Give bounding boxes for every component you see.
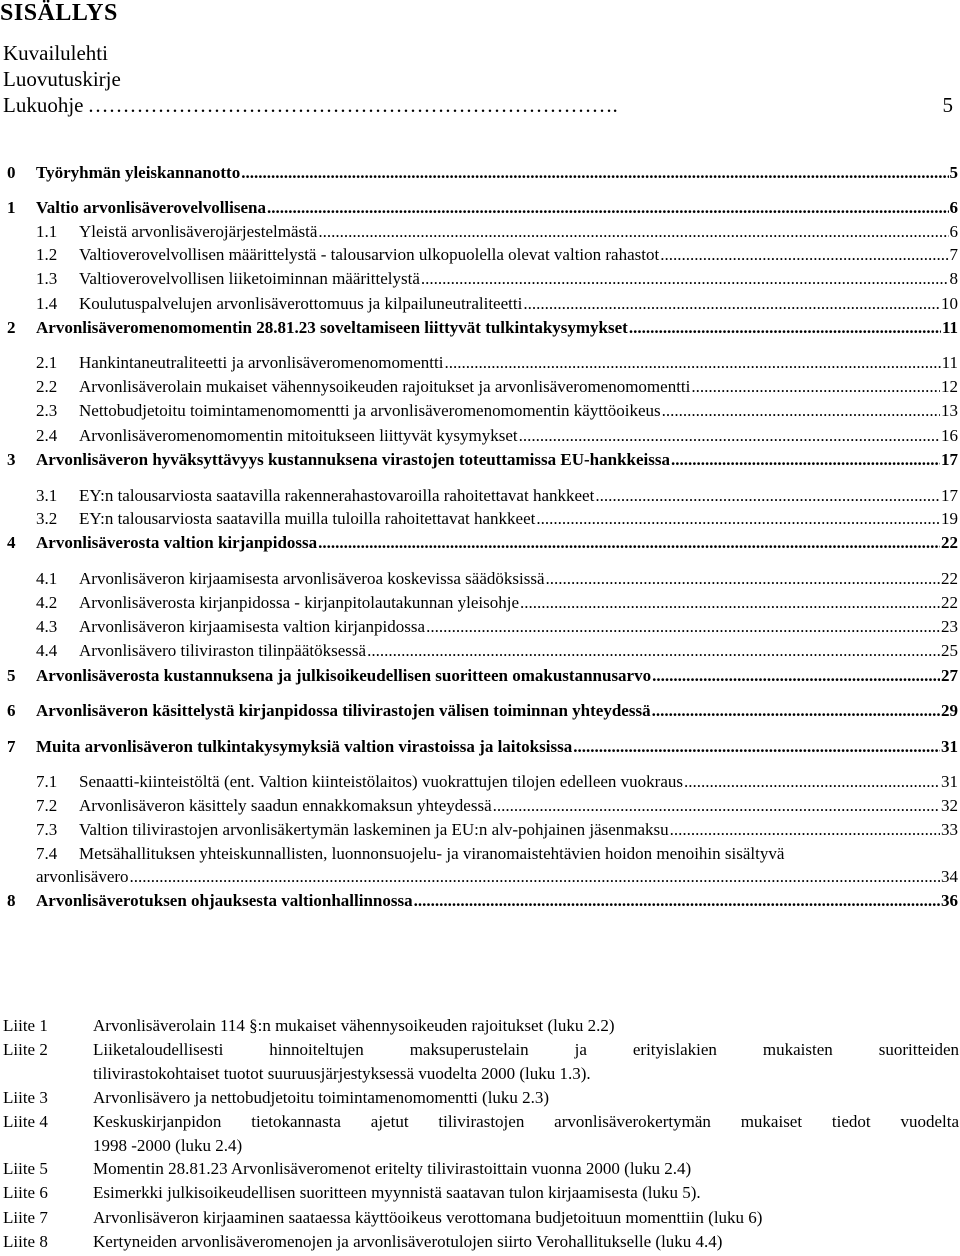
toc-entry-4-3[interactable] bbox=[0, 617, 958, 637]
page-number: 23 bbox=[941, 617, 958, 636]
annex-key: Liite 6 bbox=[3, 1183, 48, 1202]
page-number: 12 bbox=[941, 377, 958, 396]
leader-dots bbox=[684, 772, 940, 792]
page-number: 29 bbox=[941, 701, 958, 720]
toc-number: 7.1 bbox=[36, 772, 58, 791]
toc-number: 1.4 bbox=[36, 294, 58, 313]
toc-entry-1-2[interactable] bbox=[0, 245, 958, 265]
annex-description: tilivirastokohtaiset tuotot suuruusjärjestyksessä vuodelta 2000 (luku 1.3). bbox=[93, 1064, 591, 1083]
toc-number: 2.1 bbox=[36, 353, 58, 372]
annex-item[interactable] bbox=[3, 1038, 959, 1086]
toc-number: 1.2 bbox=[36, 245, 58, 264]
toc-label: Arvonlisäverosta kustannuksena ja julkisoikeudellisen suoritteen omakustannusarvo bbox=[36, 666, 652, 685]
page-number: 13 bbox=[941, 401, 958, 420]
annex-key: Liite 5 bbox=[3, 1159, 48, 1178]
page-number: 7 bbox=[949, 245, 958, 264]
toc-entry-2-3[interactable] bbox=[0, 401, 958, 421]
leader-dots bbox=[652, 666, 940, 686]
toc-label: Hankintaneutraliteetti ja arvonlisäveromenomomentti bbox=[79, 353, 444, 372]
page-number: 11 bbox=[941, 353, 958, 372]
toc-label: Muita arvonlisäveron tulkintakysymyksiä valtion virastoissa ja laitoksissa bbox=[36, 737, 573, 756]
page-number: 6 bbox=[949, 222, 958, 241]
toc-entry-5[interactable] bbox=[0, 666, 958, 686]
page-number: 17 bbox=[941, 450, 958, 469]
toc-label: EY:n talousarviosta saatavilla rakennerahastovaroilla rahoitettavat hankkeet bbox=[79, 486, 595, 505]
leader-dots bbox=[523, 294, 940, 314]
leader-dots bbox=[520, 593, 940, 613]
toc-number: 3.2 bbox=[36, 509, 58, 528]
page-number: 17 bbox=[941, 486, 958, 505]
toc-entry-2-4[interactable] bbox=[0, 426, 958, 446]
annex-item[interactable] bbox=[3, 1157, 959, 1181]
page-number: 19 bbox=[941, 509, 958, 528]
toc-number: 6 bbox=[7, 701, 16, 720]
leader-dots bbox=[546, 569, 941, 589]
toc-entry-4-4[interactable] bbox=[0, 641, 958, 661]
leader-dots bbox=[493, 796, 940, 816]
toc-label: Valtio arvonlisäverovelvollisena bbox=[36, 198, 266, 217]
front-item-lukuohje[interactable] bbox=[3, 93, 953, 117]
leader-dots bbox=[421, 269, 949, 289]
leader-dots bbox=[662, 401, 940, 421]
toc-label: Arvonlisäveron kirjaamisesta arvonlisäveroa koskevissa säädöksissä bbox=[79, 569, 545, 588]
page-number: 6 bbox=[949, 198, 958, 217]
toc-number: 1.1 bbox=[36, 222, 58, 241]
leader-dots bbox=[629, 318, 941, 338]
annex-description: Arvonlisäverolain 114 §:n mukaiset vähennysoikeuden rajoitukset (luku 2.2) bbox=[93, 1016, 615, 1035]
toc-entry-7-2[interactable] bbox=[0, 796, 958, 816]
annex-item[interactable] bbox=[3, 1014, 959, 1038]
toc-entry-7-3[interactable] bbox=[0, 820, 958, 840]
annex-item[interactable] bbox=[3, 1110, 959, 1158]
toc-entry-3[interactable] bbox=[0, 450, 958, 470]
toc-entry-1[interactable] bbox=[0, 198, 958, 218]
toc-entry-1-3[interactable] bbox=[0, 269, 958, 289]
toc-entry-4[interactable] bbox=[0, 533, 958, 553]
leader-dots bbox=[267, 198, 949, 218]
toc-label: Arvonlisäveron hyväksyttävyys kustannuksena virastojen toteuttamissa EU-hankkeissa bbox=[36, 450, 670, 469]
toc-entry-2-1[interactable] bbox=[0, 353, 958, 373]
annex-item[interactable] bbox=[3, 1206, 959, 1230]
toc-label: Arvonlisäverosta kirjanpidossa - kirjanpitolautakunnan yleisohje bbox=[79, 593, 520, 612]
toc-label: Arvonlisäveron käsittelystä kirjanpidossa tilivirastojen välisen toiminnan yhteydessä bbox=[36, 701, 651, 720]
toc-number: 2.3 bbox=[36, 401, 58, 420]
toc-label: Työryhmän yleiskannanotto bbox=[36, 163, 241, 182]
page-number: 11 bbox=[941, 318, 958, 337]
page-number: 8 bbox=[949, 269, 958, 288]
annex-description: Kertyneiden arvonlisäveromenojen ja arvonlisäverotulojen siirto Verohallitukselle (luku 4.4) bbox=[93, 1232, 723, 1251]
toc-label: Koulutuspalvelujen arvonlisäverottomuus ja kilpailuneutraliteetti bbox=[79, 294, 523, 313]
annex-key: Liite 3 bbox=[3, 1088, 48, 1107]
page-number: 25 bbox=[941, 641, 958, 660]
page-number: 5 bbox=[942, 93, 953, 117]
page-title: SISÄLLYS bbox=[0, 0, 118, 26]
annex-description: Esimerkki julkisoikeudellisen suoritteen myynnistä saatavan tulon kirjaamisesta (luku 5). bbox=[93, 1183, 701, 1202]
front-item-luovutuskirje[interactable]: Luovutuskirje bbox=[3, 67, 121, 91]
leader-dots: …………………………………………………………………. bbox=[87, 93, 618, 117]
annex-description: Arvonlisäveron kirjaaminen saataessa käyttöoikeus verottomana budjetoituun momenttiin (luku 6) bbox=[93, 1208, 763, 1227]
page-number: 31 bbox=[941, 772, 958, 791]
toc-number: 1 bbox=[7, 198, 16, 217]
leader-dots bbox=[130, 867, 940, 887]
toc-entry-1-1[interactable] bbox=[0, 222, 958, 242]
toc-label: Valtion tilivirastojen arvonlisäkertymän laskeminen ja EU:n alv-pohjainen jäsenmaksu bbox=[79, 820, 669, 839]
toc-entry-3-2[interactable] bbox=[0, 509, 958, 529]
toc-entry-7-1[interactable] bbox=[0, 772, 958, 792]
page-number: 5 bbox=[949, 163, 958, 182]
leader-dots bbox=[660, 245, 948, 265]
page-number: 10 bbox=[941, 294, 958, 313]
page-number: 34 bbox=[941, 867, 958, 886]
leader-dots bbox=[414, 891, 940, 911]
toc-number: 7 bbox=[7, 737, 16, 756]
toc-label: Arvonlisäverosta valtion kirjanpidossa bbox=[36, 533, 318, 552]
leader-dots bbox=[426, 617, 940, 637]
page-number: 27 bbox=[941, 666, 958, 685]
leader-dots bbox=[318, 222, 948, 242]
leader-dots bbox=[671, 450, 940, 470]
annex-description: Arvonlisävero ja nettobudjetoitu toimintamenomomentti (luku 2.3) bbox=[93, 1088, 550, 1107]
leader-dots bbox=[519, 426, 940, 446]
toc-label: Arvonlisävero tiliviraston tilinpäätöksessä bbox=[79, 641, 367, 660]
annex-key: Liite 2 bbox=[3, 1040, 48, 1059]
toc-entry-7-4[interactable] bbox=[0, 844, 958, 888]
leader-dots bbox=[691, 377, 940, 397]
page-number: 33 bbox=[941, 820, 958, 839]
page-number: 31 bbox=[941, 737, 958, 756]
annex-description: Keskuskirjanpidon tietokannasta ajetut tilivirastojen arvonlisäverokertymän mukaiset tiedot vuodelta bbox=[93, 1112, 959, 1131]
toc-label: Arvonlisäveron käsittely saadun ennakkomaksun yhteydessä bbox=[79, 796, 492, 815]
annex-key: Liite 4 bbox=[3, 1112, 48, 1131]
toc-label: Arvonlisäveromenomomentin 28.81.23 soveltamiseen liittyvät tulkintakysymykset bbox=[36, 318, 628, 337]
toc-number: 2.2 bbox=[36, 377, 58, 396]
toc-entry-2-2[interactable] bbox=[0, 377, 958, 397]
toc-entry-7[interactable] bbox=[0, 737, 958, 757]
toc-entry-1-4[interactable] bbox=[0, 294, 958, 314]
toc-number: 4.3 bbox=[36, 617, 58, 636]
toc-entry-3-1[interactable] bbox=[0, 486, 958, 506]
page-number: 16 bbox=[941, 426, 958, 445]
annex-item[interactable] bbox=[3, 1181, 959, 1205]
toc-number: 4.1 bbox=[36, 569, 58, 588]
toc-number: 3 bbox=[7, 450, 16, 469]
front-item-kuvailulehti[interactable]: Kuvailulehti bbox=[3, 41, 108, 65]
toc-entry-2[interactable] bbox=[0, 318, 958, 338]
toc-number: 4.2 bbox=[36, 593, 58, 612]
leader-dots bbox=[241, 163, 948, 183]
leader-dots bbox=[536, 509, 940, 529]
toc-number: 1.3 bbox=[36, 269, 58, 288]
page-number: 22 bbox=[941, 569, 958, 588]
toc-label: EY:n talousarviosta saatavilla muilla tuloilla rahoitettavat hankkeet bbox=[79, 509, 536, 528]
toc-number: 2 bbox=[7, 318, 16, 337]
toc-number: 3.1 bbox=[36, 486, 58, 505]
leader-dots bbox=[573, 737, 940, 757]
toc-number: 4 bbox=[7, 533, 16, 552]
leader-dots bbox=[595, 486, 940, 506]
toc-label-continued: arvonlisävero bbox=[36, 867, 129, 886]
annex-description: Momentin 28.81.23 Arvonlisäveromenot eritelty tilivirastoittain vuonna 2000 (luku 2.4) bbox=[93, 1159, 692, 1178]
toc-number: 7.2 bbox=[36, 796, 58, 815]
toc-label: Arvonlisäveromenomomentin mitoitukseen liittyvät kysymykset bbox=[79, 426, 518, 445]
toc-number: 7.4 bbox=[36, 844, 58, 863]
toc-label: Metsähallituksen yhteiskunnallisten, luonnonsuojelu- ja viranomaistehtävien hoidon menoihin sisältyvä bbox=[79, 844, 785, 863]
toc-number: 5 bbox=[7, 666, 16, 685]
toc-label: Yleistä arvonlisäverojärjestelmästä bbox=[79, 222, 318, 241]
annex-item[interactable] bbox=[3, 1230, 959, 1254]
toc-label: Senaatti-kiinteistöltä (ent. Valtion kiinteistölaitos) vuokrattujen tilojen edelleen vuokraus bbox=[79, 772, 683, 791]
toc-label: Valtioverovelvollisen liiketoiminnan määrittelystä bbox=[79, 269, 420, 288]
annex-item[interactable] bbox=[3, 1086, 959, 1110]
annex-key: Liite 1 bbox=[3, 1016, 48, 1035]
leader-dots bbox=[367, 641, 940, 661]
toc-entry-8[interactable] bbox=[0, 891, 958, 911]
toc-number: 0 bbox=[7, 163, 16, 182]
annex-key: Liite 8 bbox=[3, 1232, 48, 1251]
toc-entry-6[interactable] bbox=[0, 701, 958, 721]
page-number: 36 bbox=[941, 891, 958, 910]
front-item-lukuohje-label: Lukuohje bbox=[3, 93, 84, 117]
leader-dots bbox=[652, 701, 940, 721]
annex-key: Liite 7 bbox=[3, 1208, 48, 1227]
annex-description: 1998 -2000 (luku 2.4) bbox=[93, 1136, 243, 1155]
toc-number: 8 bbox=[7, 891, 16, 910]
page-number: 22 bbox=[941, 593, 958, 612]
leader-dots bbox=[670, 820, 940, 840]
page-number: 32 bbox=[941, 796, 958, 815]
toc-entry-4-1[interactable] bbox=[0, 569, 958, 589]
toc-number: 4.4 bbox=[36, 641, 58, 660]
toc-label: Arvonlisäveron kirjaamisesta valtion kirjanpidossa bbox=[79, 617, 426, 636]
toc-label: Arvonlisäverotuksen ohjauksesta valtionhallinnossa bbox=[36, 891, 413, 910]
leader-dots bbox=[318, 533, 940, 553]
page-number: 22 bbox=[941, 533, 958, 552]
toc-entry-4-2[interactable] bbox=[0, 593, 958, 613]
annex-description: Liiketaloudellisesti hinnoiteltujen maksuperustelain ja erityislakien mukaisten suoritteiden bbox=[93, 1040, 959, 1059]
leader-dots bbox=[444, 353, 940, 373]
toc-label: Nettobudjetoitu toimintamenomomentti ja arvonlisäveromenomomentin käyttöoikeus bbox=[79, 401, 661, 420]
toc-entry-0[interactable] bbox=[0, 163, 958, 183]
toc-label: Valtioverovelvollisen määrittelystä - talousarvion ulkopuolella olevat valtion rahastot bbox=[79, 245, 660, 264]
toc-label: Arvonlisäverolain mukaiset vähennysoikeuden rajoitukset ja arvonlisäveromenomomentti bbox=[79, 377, 691, 396]
toc-number: 7.3 bbox=[36, 820, 58, 839]
toc-number: 2.4 bbox=[36, 426, 58, 445]
